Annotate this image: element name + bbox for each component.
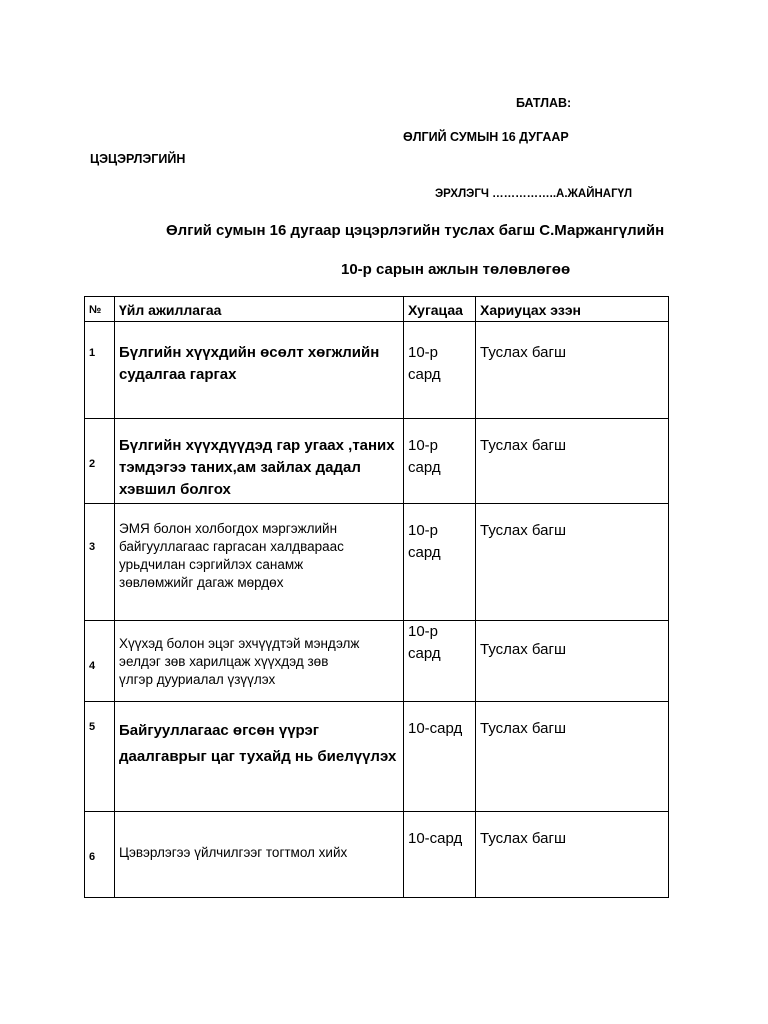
- time-line: 10-р: [408, 437, 439, 454]
- activity-line: тэмдэгээ таних,ам зайлах дадал: [119, 459, 361, 476]
- activity-line: даалгаврыг цаг тухайд нь биелүүлэх: [119, 748, 397, 765]
- owner-text: Туслах багш: [480, 522, 567, 539]
- time-line: 10-сард: [408, 830, 463, 847]
- owner-cell: [476, 621, 669, 702]
- owner-cell: [476, 702, 669, 812]
- owner-text: Туслах багш: [480, 344, 567, 361]
- owner-text: Туслах багш: [480, 437, 567, 454]
- owner-text: Туслах багш: [480, 830, 567, 847]
- time-line: сард: [408, 645, 441, 662]
- table-row: [85, 504, 669, 621]
- owner-cell: [476, 419, 669, 504]
- time-cell: [404, 702, 476, 812]
- activity-cell: [115, 812, 404, 898]
- col-header-number: №: [85, 297, 115, 322]
- owner-text: Туслах багш: [480, 720, 567, 737]
- activity-cell: [115, 419, 404, 504]
- activity-cell: [115, 621, 404, 702]
- row-number: 5: [89, 721, 96, 733]
- col-header-owner: Хариуцах эзэн: [476, 297, 669, 322]
- activity-line: Байгууллагаас өгсөн үүрэг: [119, 722, 320, 739]
- document-title: Өлгий сумын 16 дугаар цэцэрлэгийн туслах багш С.Маржангүлийн: [166, 222, 665, 239]
- row-number-cell: [85, 702, 115, 812]
- time-line: сард: [408, 544, 441, 561]
- row-number-cell: [85, 504, 115, 621]
- activity-line: хэвшил болгох: [119, 481, 231, 498]
- activity-line: Бүлгийн хүүхдийн өсөлт хөгжлийн: [119, 344, 380, 361]
- time-line: 10-р: [408, 344, 439, 361]
- owner-text: Туслах багш: [480, 641, 567, 658]
- time-cell: [404, 322, 476, 419]
- col-header-activity: Үйл ажиллагаа: [115, 297, 404, 322]
- row-number: 2: [89, 458, 96, 470]
- activity-line: урьдчилан сэргийлэх санамж: [119, 557, 304, 572]
- row-number: 4: [89, 660, 96, 672]
- owner-cell: [476, 322, 669, 419]
- org-line-2: ЦЭЦЭРЛЭГИЙН: [90, 152, 186, 166]
- org-line-1: ӨЛГИЙ СУМЫН 16 ДУГААР: [403, 130, 569, 144]
- table-header-row: [85, 297, 669, 322]
- time-cell: [404, 812, 476, 898]
- head-signature: ЭРХЛЭГЧ ……………..А.ЖАЙНАГҮЛ: [435, 188, 633, 200]
- activity-line: судалгаа гаргах: [119, 366, 237, 383]
- activity-line: Цэвэрлэгээ үйлчилгээг тогтмол хийх: [119, 845, 348, 860]
- activity-line: Хүүхэд болон эцэг эхчүүдтэй мэндэлж: [119, 636, 360, 651]
- document-subtitle: 10-р сарын ажлын төлөвлөгөө: [341, 261, 571, 278]
- activity-cell: [115, 322, 404, 419]
- activity-line: эелдэг зөв харилцаж хүүхдэд зөв: [119, 654, 329, 669]
- table-row: [85, 812, 669, 898]
- approve-label: БАТЛАВ:: [516, 96, 572, 110]
- row-number-cell: [85, 812, 115, 898]
- row-number-cell: [85, 322, 115, 419]
- time-line: сард: [408, 366, 441, 383]
- time-cell: [404, 419, 476, 504]
- time-cell: [404, 621, 476, 702]
- plan-table: [84, 296, 669, 898]
- time-line: 10-р: [408, 522, 439, 539]
- row-number-cell: [85, 621, 115, 702]
- table-row: [85, 322, 669, 419]
- table-row: [85, 621, 669, 702]
- owner-cell: [476, 812, 669, 898]
- owner-cell: [476, 504, 669, 621]
- table-row: [85, 702, 669, 812]
- activity-line: үлгэр дууриалал үзүүлэх: [119, 672, 276, 687]
- activity-line: Бүлгийн хүүхдүүдэд гар угаах ,таних: [119, 437, 395, 454]
- time-line: 10-сард: [408, 720, 463, 737]
- time-line: 10-р: [408, 623, 439, 640]
- activity-line: зөвлөмжийг дагаж мөрдөх: [119, 575, 284, 590]
- table-row: [85, 419, 669, 504]
- row-number: 1: [89, 347, 96, 359]
- activity-cell: [115, 504, 404, 621]
- activity-line: ЭМЯ болон холбогдох мэргэжлийн: [119, 521, 338, 536]
- row-number-cell: [85, 419, 115, 504]
- row-number: 3: [89, 541, 96, 553]
- col-header-time: Хугацаа: [404, 297, 476, 322]
- time-cell: [404, 504, 476, 621]
- activity-line: байгууллагаас гаргасан халдвараас: [119, 539, 344, 554]
- time-line: сард: [408, 459, 441, 476]
- row-number: 6: [89, 851, 96, 863]
- activity-cell: [115, 702, 404, 812]
